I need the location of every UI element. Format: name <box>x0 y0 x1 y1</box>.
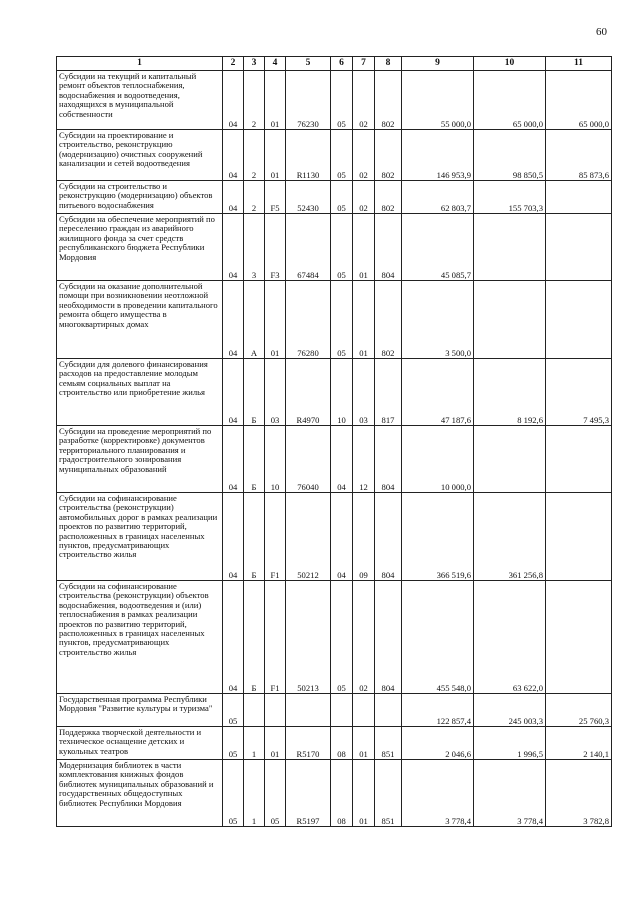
cell-col-4: F1 <box>265 493 286 581</box>
cell-col-10 <box>474 426 546 493</box>
cell-col-9: 3 778,4 <box>402 760 474 827</box>
cell-col-7: 02 <box>353 581 375 694</box>
cell-col-7: 02 <box>353 181 375 214</box>
column-header: 5 <box>286 57 331 71</box>
cell-col-2: 04 <box>223 359 244 426</box>
cell-col-2: 05 <box>223 727 244 760</box>
cell-col-8: 802 <box>375 281 402 359</box>
table-row <box>57 181 612 214</box>
cell-col-6 <box>331 694 353 727</box>
column-header: 3 <box>244 57 265 71</box>
table-row <box>57 359 612 426</box>
cell-col-4: 01 <box>265 130 286 181</box>
column-header: 7 <box>353 57 375 71</box>
cell-col-2: 05 <box>223 760 244 827</box>
column-header: 9 <box>402 57 474 71</box>
table-row <box>57 727 612 760</box>
cell-col-2: 04 <box>223 426 244 493</box>
cell-col-5: R5170 <box>286 727 331 760</box>
cell-col-10 <box>474 214 546 281</box>
row-name-cell: Субсидии на софинансирование строительства (реконструкции) автомобильных дорог в рамках реализации проектов по развитию территорий, расположенных в границах населенных пунктов, предусматривающих строительство жилья <box>57 493 223 581</box>
table-row <box>57 581 612 694</box>
cell-col-2: 04 <box>223 181 244 214</box>
cell-col-11: 85 873,6 <box>546 130 612 181</box>
header-row <box>57 57 612 71</box>
table-row <box>57 493 612 581</box>
cell-col-2: 04 <box>223 130 244 181</box>
cell-col-9: 146 953,9 <box>402 130 474 181</box>
cell-col-11 <box>546 181 612 214</box>
row-name-cell: Субсидии для долевого финансирования расходов на предоставление молодым семьям социальных выплат на строительство или приобретение жилья <box>57 359 223 426</box>
cell-col-2: 04 <box>223 493 244 581</box>
cell-col-6: 04 <box>331 426 353 493</box>
cell-col-5: 76230 <box>286 71 331 130</box>
cell-col-5: 50213 <box>286 581 331 694</box>
cell-col-4: F1 <box>265 581 286 694</box>
page-number: 60 <box>596 26 607 38</box>
cell-col-9: 455 548,0 <box>402 581 474 694</box>
cell-col-5: R4970 <box>286 359 331 426</box>
cell-col-3: 2 <box>244 130 265 181</box>
cell-col-6: 05 <box>331 130 353 181</box>
cell-col-8: 804 <box>375 426 402 493</box>
cell-col-3: 3 <box>244 214 265 281</box>
cell-col-7: 02 <box>353 71 375 130</box>
cell-col-5: 76040 <box>286 426 331 493</box>
cell-col-11: 25 760,3 <box>546 694 612 727</box>
cell-col-10: 155 703,3 <box>474 181 546 214</box>
cell-col-6: 05 <box>331 581 353 694</box>
cell-col-11 <box>546 426 612 493</box>
cell-col-9: 10 000,0 <box>402 426 474 493</box>
row-name-cell: Субсидии на строительство и реконструкцию (модернизацию) объектов питьевого водоснабжения <box>57 181 223 214</box>
cell-col-8: 802 <box>375 71 402 130</box>
row-name-cell: Субсидии на текущий и капитальный ремонт объектов теплоснабжения, водоснабжения и водоотведения, находящихся в муниципальной собственности <box>57 71 223 130</box>
cell-col-10 <box>474 281 546 359</box>
cell-col-9: 3 500,0 <box>402 281 474 359</box>
cell-col-10: 1 996,5 <box>474 727 546 760</box>
cell-col-4: 03 <box>265 359 286 426</box>
row-name-cell: Субсидии на оказание дополнительной помощи при возникновении неотложной необходимости в проведении капитального ремонта общего имущества в многоквартирных домах <box>57 281 223 359</box>
table-row <box>57 71 612 130</box>
cell-col-11: 7 495,3 <box>546 359 612 426</box>
cell-col-2: 04 <box>223 214 244 281</box>
cell-col-3: 2 <box>244 71 265 130</box>
cell-col-3: Б <box>244 581 265 694</box>
cell-col-10: 245 003,3 <box>474 694 546 727</box>
row-name-cell: Субсидии на проведение мероприятий по разработке (корректировке) документов территориального планирования и градостроительного зонирования муниципальных образований <box>57 426 223 493</box>
table-row <box>57 760 612 827</box>
column-header: 1 <box>57 57 223 71</box>
table-row <box>57 694 612 727</box>
cell-col-3: 1 <box>244 727 265 760</box>
table-body <box>57 71 612 827</box>
cell-col-9: 122 857,4 <box>402 694 474 727</box>
cell-col-7: 01 <box>353 281 375 359</box>
cell-col-9: 2 046,6 <box>402 727 474 760</box>
cell-col-9: 62 803,7 <box>402 181 474 214</box>
cell-col-8: 802 <box>375 181 402 214</box>
cell-col-11: 2 140,1 <box>546 727 612 760</box>
cell-col-4: F3 <box>265 214 286 281</box>
cell-col-7: 01 <box>353 727 375 760</box>
cell-col-10: 65 000,0 <box>474 71 546 130</box>
cell-col-3: Б <box>244 426 265 493</box>
column-header: 10 <box>474 57 546 71</box>
cell-col-11 <box>546 214 612 281</box>
cell-col-6: 05 <box>331 71 353 130</box>
cell-col-11 <box>546 493 612 581</box>
row-name-cell: Поддержка творческой деятельности и техническое оснащение детских и кукольных театров <box>57 727 223 760</box>
cell-col-7: 02 <box>353 130 375 181</box>
cell-col-6: 05 <box>331 181 353 214</box>
row-name-cell: Модернизация библиотек в части комплектования книжных фондов библиотек муниципальных образований и государственных общедоступных библиотек Республики Мордовия <box>57 760 223 827</box>
cell-col-3: Б <box>244 359 265 426</box>
cell-col-2: 04 <box>223 581 244 694</box>
cell-col-7: 03 <box>353 359 375 426</box>
cell-col-7: 01 <box>353 214 375 281</box>
cell-col-6: 05 <box>331 214 353 281</box>
cell-col-2: 04 <box>223 281 244 359</box>
cell-col-10: 3 778,4 <box>474 760 546 827</box>
cell-col-7: 09 <box>353 493 375 581</box>
cell-col-7: 12 <box>353 426 375 493</box>
cell-col-6: 08 <box>331 760 353 827</box>
column-header: 8 <box>375 57 402 71</box>
cell-col-11 <box>546 281 612 359</box>
cell-col-6: 08 <box>331 727 353 760</box>
cell-col-7: 01 <box>353 760 375 827</box>
cell-col-11 <box>546 581 612 694</box>
column-header: 6 <box>331 57 353 71</box>
row-name-cell: Субсидии на проектирование и строительство, реконструкцию (модернизацию) очистных сооружений канализации и сетей водоотведения <box>57 130 223 181</box>
cell-col-7 <box>353 694 375 727</box>
cell-col-9: 47 187,6 <box>402 359 474 426</box>
cell-col-8: 804 <box>375 493 402 581</box>
cell-col-3: 1 <box>244 760 265 827</box>
cell-col-4: 01 <box>265 71 286 130</box>
budget-table <box>56 56 612 827</box>
cell-col-10: 98 850,5 <box>474 130 546 181</box>
column-header: 11 <box>546 57 612 71</box>
cell-col-4: 05 <box>265 760 286 827</box>
cell-col-8: 804 <box>375 214 402 281</box>
cell-col-6: 05 <box>331 281 353 359</box>
cell-col-4: 01 <box>265 281 286 359</box>
cell-col-6: 04 <box>331 493 353 581</box>
cell-col-2: 05 <box>223 694 244 727</box>
table-row <box>57 130 612 181</box>
cell-col-3: Б <box>244 493 265 581</box>
cell-col-11: 3 782,8 <box>546 760 612 827</box>
cell-col-3: 2 <box>244 181 265 214</box>
table-row <box>57 214 612 281</box>
cell-col-5: R5197 <box>286 760 331 827</box>
cell-col-5: 76280 <box>286 281 331 359</box>
cell-col-11: 65 000,0 <box>546 71 612 130</box>
cell-col-5: R1130 <box>286 130 331 181</box>
cell-col-8: 851 <box>375 760 402 827</box>
column-header: 4 <box>265 57 286 71</box>
cell-col-5: 52430 <box>286 181 331 214</box>
cell-col-8: 802 <box>375 130 402 181</box>
cell-col-5 <box>286 694 331 727</box>
row-name-cell: Субсидии на обеспечение мероприятий по переселению граждан из аварийного жилищного фонда за счет средств республиканского бюджета Республики Мордовия <box>57 214 223 281</box>
cell-col-8 <box>375 694 402 727</box>
row-name-cell: Субсидии на софинансирование строительства (реконструкции) объектов водоснабжения, водоотведения и (или) теплоснабжения в рамках реализации проектов по развитию территорий, расположенных в границах населенных пунктов, предусматривающих строительство жилья <box>57 581 223 694</box>
table-row <box>57 281 612 359</box>
cell-col-4: 10 <box>265 426 286 493</box>
cell-col-10: 361 256,8 <box>474 493 546 581</box>
cell-col-4 <box>265 694 286 727</box>
table-row <box>57 426 612 493</box>
cell-col-10: 8 192,6 <box>474 359 546 426</box>
cell-col-8: 851 <box>375 727 402 760</box>
cell-col-9: 45 085,7 <box>402 214 474 281</box>
cell-col-8: 804 <box>375 581 402 694</box>
cell-col-9: 366 519,6 <box>402 493 474 581</box>
cell-col-9: 55 000,0 <box>402 71 474 130</box>
cell-col-2: 04 <box>223 71 244 130</box>
cell-col-5: 50212 <box>286 493 331 581</box>
cell-col-4: 01 <box>265 727 286 760</box>
cell-col-5: 67484 <box>286 214 331 281</box>
column-header: 2 <box>223 57 244 71</box>
cell-col-8: 817 <box>375 359 402 426</box>
cell-col-3: А <box>244 281 265 359</box>
cell-col-3 <box>244 694 265 727</box>
row-name-cell: Государственная программа Республики Мордовия "Развитие культуры и туризма" <box>57 694 223 727</box>
cell-col-4: F5 <box>265 181 286 214</box>
cell-col-10: 63 622,0 <box>474 581 546 694</box>
cell-col-6: 10 <box>331 359 353 426</box>
